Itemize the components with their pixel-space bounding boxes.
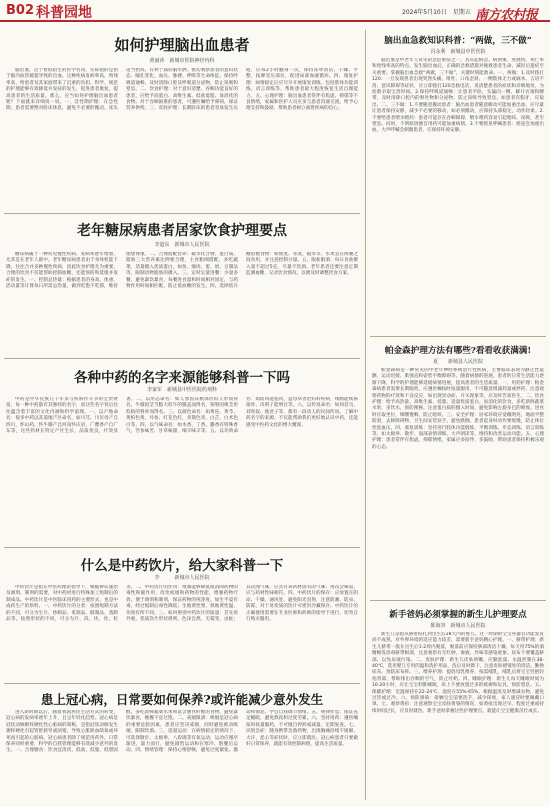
article-byline: 黄丽萍 新城市医院神经内科 <box>149 58 215 64</box>
article-body <box>6 710 358 802</box>
article-byline: 李家军 新城县中医医院药剂科 <box>146 387 217 393</box>
article-paragraph: 脑出血是中老年人常见的急危重症之一，具有起病急、病情重、进展快、死亡率和致残率高的特点。发生脑出血后，正确的急救措施对挽救患者生命、减轻后遗症至关重要。掌握脑出血急救“两做，三不做”，关键时刻能救命。一、两做：1.及时拨打120：一旦发现患者出现突然头痛、呕吐、口角歪斜、一侧肢体无力或麻木、言语不清、意识障碍等症状，应立即拨打120急救电话，说清楚患者的症状和详细地址，为抢救争取宝贵时间。2.保持呼吸道通畅：让患者平卧，头偏向一侧，解开衣领和腰带，及时清除口腔内的呕吐物和分泌物，防止误吸导致窒息。如患者有假牙，应取出。二、三不做：1.不要随意搬动患者：脑出血患者随意搬动可能加重出血，应尽量让患者保持安静，减少不必要的移动，如必须搬动，应保持头部稳定，动作轻柔。2.不要给患者喂水喂药：患者可能存在吞咽障碍，喂水喂药容易引起呛咳、误吸，甚至窒息。同时，不明原因擅自用药可能加重病情。3.不要摇晃呼喊患者：摇晃会加重出血，大声呼喊会刺激患者，应保持环境安静。 <box>372 58 544 134</box>
article-headline: 患上冠心病，日常要如何保养?或许能减少意外发生 <box>40 692 324 707</box>
article-headline: 新手爸妈必须掌握的新生儿护理要点 <box>389 610 527 620</box>
article-body <box>372 368 544 594</box>
section-divider <box>370 600 546 601</box>
article-paragraph: 帕金森病是一种常见的中老年神经系统退行性疾病，主要临床表现为静止性震颤、运动迟缓、肌强直和姿势平衡障碍等。随着病情的进展，患者的日常生活能力逐渐下降，科学的护理能够延缓病情进展，提高患者的生活质量。一、用药护理：帕金森病患者需要长期服药，应遵医嘱按时按量服用，不可随意增减药量或停药，注意观察药物的疗效和不良反应，如出现异动症、开关现象等，应及时告知医生。二、饮食护理：给予高热量、高维生素、低脂、适量优质蛋白、易消化的饮食，多吃新鲜蔬菜水果，多饮水，预防便秘。注意蛋白质的摄入时间，避免影响左旋多巴的吸收。进食时应取坐位，细嚼慢咽，防止呛咳。三、安全护理：居家环境应宽敞明亮，地面平整防滑，去除障碍物，卫生间安装扶手，避免跌倒。患者起身时动作要缓慢，防止体位性低血压。四、康复训练：坚持进行肢体功能锻炼、平衡训练、步态训练、语言训练等，如太极拳、散步、面部表情训练、大声朗读等，维持和改善运动功能。五、心理护理：患者常伴有焦虑、抑郁情绪，家属应多陪伴、多鼓励，帮助患者保持积极乐观的心态。 <box>372 368 544 450</box>
article-headline: 各种中药的名字来源能够科普一下吗 <box>74 370 290 386</box>
article-headline: 帕金森护理方法有哪些?看看收获满满! <box>384 346 532 356</box>
article-byline: 冯永利 新城县中医医院 <box>430 49 486 55</box>
article-body <box>6 397 358 541</box>
article-body <box>372 632 544 802</box>
article-body <box>6 68 358 208</box>
masthead <box>0 0 550 22</box>
section-divider <box>4 547 360 548</box>
article-byline: 李道东 新城市人民医院 <box>154 242 210 248</box>
publication-date: 2024年5月10日 星期五 <box>402 9 471 16</box>
article-paragraph: 进入新时期以后，随着我国居民生活方式的转变，冠心病的发病率逐年上升，且呈年轻化趋势。冠心病是冠状动脉粥样硬化性心脏病的简称，是指冠状动脉发生粥样硬化引起管腔狭窄或闭塞，导致心肌缺血缺氧或坏死而引起的心脏病。冠心病患者除了规范用药外，日常保养同样重要，科学的自我管理能够有效减少意外的发生。一、合理膳食：饮食宜清淡，低盐、低脂、低胆固醇，多吃新鲜蔬菜水果和富含膳食纤维的食物，避免暴饮暴食，晚餐不宜过饱。二、戒烟限酒：吸烟是冠心病的重要危险因素，患者应坚决戒烟，同时避免被动吸烟，限制饮酒。三、适量运动：在病情稳定的情况下，可选择散步、太极拳、八段锦等有氧运动，运动应循序渐进，量力而行，避免剧烈运动和在寒冷、饱餐后运动。四、情绪管理：保持心情舒畅，避免过度紧张、激动和愤怒，学会自我调节情绪。五、规律作息：保证充足睡眠，避免熬夜和过度劳累。六、坚持用药：遵医嘱按时按量服药，不可擅自停药或减量，定期复查。七、识别急症：随身携带急救药物，出现胸痛持续不缓解、大汗、恶心等症状时，应立即就医。冠心病患者只要做好日常保养，就能有效控制病情，提高生活质量。 <box>6 710 358 754</box>
article-byline: 夏 新城县人民医院 <box>432 359 483 365</box>
section-divider <box>4 213 360 214</box>
page-number: B02 <box>6 3 34 18</box>
article-headline: 老年糖尿病患者居家饮食护理要点 <box>77 223 287 239</box>
article-paragraph: 脑出血，这个看似陌生的医学名词，实际指的是由于脑内血管破裂导致的出血。这种疾病发病率高，致残率高，给患者及其家庭带来了沉重的负担。科学、规范的护理能够有效降低并发症的发生，促进患者康复，提高患者的生活质量。那么，应当如何护理脑出血患者呢？下面就来详细说一说。一、急性期护理：在急性期，患者需要绝对卧床休息，避免不必要的搬动。床头适当抬高，有利于减轻脑水肿。密切观察患者的意识状态、瞳孔变化、血压、脉搏、呼吸等生命体征。保持呼吸道通畅，及时清除口腔及呼吸道分泌物，防止误吸和窒息。二、饮食护理：对于意识清楚、吞咽功能良好的患者，应给予高蛋白、高维生素、低盐低脂、易消化的食物。对于吞咽困难的患者，可遵医嘱给予鼻饲，保证营养供给。三、皮肤护理：长期卧床的患者容易发生压疮，应每2小时翻身一次，保持床单清洁、干燥、平整，按摩受压部位，促进局部血液循环。四、康复护理：病情稳定后应尽早开展康复训练，包括肢体功能训练、语言训练等，帮助患者最大程度恢复生活自理能力。五、心理护理：脑出血患者常伴有焦虑、抑郁等不良情绪，家属和医护人员应多与患者沟通交流，给予心理支持和鼓励，帮助患者树立战胜疾病的信心。 <box>6 68 358 112</box>
article-body <box>372 58 544 330</box>
section-divider <box>4 358 360 359</box>
section-divider <box>4 683 360 684</box>
article-body <box>6 585 358 677</box>
article-headline: 什么是中药饮片，给大家科普一下 <box>80 558 284 574</box>
article-headline: 如何护理脑出血患者 <box>114 36 250 54</box>
article-paragraph: 中药饮片是指在中医药理论指导下，根据辨证施治及调剂、制剂的需要，对中药材进行特殊加工炮制后的制成品。中药饮片是中医临床用药的主要形式，也是中成药生产的原料。一、中药饮片的分类：按照炮制方法的不同，可分为生片、炒制品、炙制品、煅制品、蒸制品等。按照形状的不同，可分为片、段、块、丝、粒等。二、中药饮片的作用：炮制能够降低或消除药物的毒性和副作用，改变或缓和药物的性能，增强药物疗效，便于调剂和制剂，保证药物的纯净度。如生半夏有毒，经过炮制后毒性降低；生地黄性寒，熟地黄性温，功效有所不同。三、如何辨别中药饮片的质量：首先看外观，优质饮片形状规则，色泽自然，无霉变、虫蛀；其次闻气味，应具有该药材固有的气味；再次尝味道，应与药材性味相符。四、中药饮片的保存：应放置在阴凉、干燥、通风处，避免阳光直射，注意防潮、防虫、防霉，对于易变质的饮片可密封冷藏保存。中药饮片的正确使用需要在专业医师和药师的指导下进行，切勿自行购买服用。 <box>6 585 358 623</box>
article-byline: 李 新城市人民医院 <box>154 575 210 581</box>
section-divider <box>370 336 546 337</box>
section-title: 科普园地 <box>36 5 92 21</box>
article-paragraph: 糖尿病属于一种常见慢性疾病，发病率逐年增加，尤其是在老年人群中。老年糖尿病患者由于身体机能下降，往往合并多种慢性疾病，因此饮食护理尤为重要。合理的饮食不仅能帮助控制血糖，还能预防和延缓并发症的发生。一、控制总热量：根据患者的身高、体重、活动量等计算每日所需总热量，做到吃饱不吃撑，维持理想体重。二、合理搭配营养：碳水化合物、蛋白质、脂肪三大营养素比例要合理，主食粗细搭配，多吃蔬菜，适量摄入优质蛋白，如鱼、瘦肉、蛋、奶、豆制品等，限制动物脂肪的摄入。三、定时定量进餐：少量多餐，避免暴饮暴食，每餐进食量和时间相对固定，与药物作用时间相匹配，防止低血糖的发生。四、选择低升糖指数食物：如燕麦、荞麦、糙米等，水果宜在两餐之间食用，并注意控制分量。五、限盐限酒：每日食盐摄入量不超过5克，尽量不饮酒。老年患者还要注意定期监测血糖，记录饮食情况，以便及时调整饮食方案。 <box>6 252 358 290</box>
column-divider <box>365 30 366 800</box>
article-body <box>6 252 358 352</box>
article-headline: 脑出血急救知识科普：“两做，三不做” <box>384 36 532 46</box>
article-paragraph: 中药是中华民族几千年来与疾病作斗争的宝贵财富，每一种中药都有其独特的名字，而这些名字背后往往蕴含着丰富的文化内涵和科学道理。一、以产地命名：很多中药以其道地产区命名，如川芎、川贝母产自四川，怀山药、怀牛膝产自河南怀庆府，广藿香产自广东等，这些药材在特定产区生长，品质优良，疗效显著。二、以形态命名：如人参因其根部形似人形而得名，牛膝因茎节膨大似牛的膝盖而得名，狗脊因根茎形似狗的脊骨而得名。三、以颜色命名：如黄连、黄芩、黄柏色黄，丹参、红花色红，青黛色青，白芷、白术色白等。四、以气味命名：如木香、丁香、麝香有特殊香气，苦参味苦，甘草味甜，细辛味辛等。五、以功效命名：如防风能祛风，益母草善治妇科疾病，续断能续筋接骨，决明子能明目等。六、以传说命名：如何首乌、刘寄奴、使君子等，都有一段动人的民间传说。了解中药名字的来源，不仅能帮助我们更好地认识中药，还能感受中医药文化的博大精深。 <box>6 397 358 435</box>
article-byline: 陈海容 新城市人民医院 <box>430 623 486 629</box>
article-paragraph: 新生儿是指从脐带结扎到出生后28天内的婴儿。这一时期的宝宝各器官功能发育尚不成熟，对外界环境的适应能力较差，需要新手爸妈精心护理。一、脐带护理：新生儿脐带一般在出生后1-2周内脱落，脱落前应保持脐部清洁干燥，每天用75%的酒精棉签消毒脐带根部，注意观察有无红肿、渗液、异味等感染迹象。尿布不要覆盖脐部，以免尿液污染。二、皮肤护理：新生儿皮肤娇嫩，应勤洗澡，水温控制在38-40℃，选用婴儿专用的温和洗护用品，洗后及时擦干，注意皮肤褶皱处的清洁。勤换尿布，预防尿布疹。三、喂养护理：提倡母乳喂养，按需哺乳，哺乳后将宝宝竖抱轻拍背部，帮助排出吞咽的空气，防止吐奶。四、睡眠护理：新生儿每天睡眠时间为16-20小时，应让宝宝仰卧睡眠，床上不要放置过多的被褥和玩具，预防窒息。五、保暖护理：室温保持在22-24℃，湿度在55%-65%，根据温度及时增减衣物，避免过热或过冷。六、预防感染：接触宝宝前要洗手，减少探视，家人感冒时要佩戴口罩。七、观察黄疸：注意观察宝宝皮肤黄染的情况，如黄疸出现过早、程度过重或持续时间过长，应及时就医。新手爸妈掌握这些护理要点，就能让宝宝健康茁壮成长。 <box>372 632 544 714</box>
newspaper-logo: 南方农村报 <box>475 8 538 23</box>
